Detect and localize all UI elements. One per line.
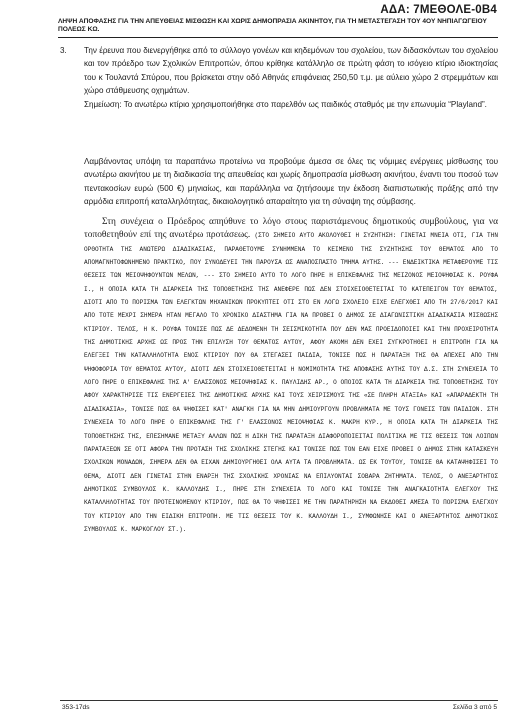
footer-divider [60, 700, 498, 701]
footer-code: 353-17ds [62, 704, 90, 711]
section-3-note: Σημείωση: Το ανωτέρω κτίριο χρησιμοποιήθηκε στο παρελθόν ως παιδικός σταθμός με την επωνυμία “Playland”. [84, 99, 487, 109]
proposal-paragraph: Λαμβάνοντας υπόψη τα παραπάνω προτείνω να προβούμε άμεσα σε όλες τις νόμιμες ενέργειες μίσθωσης του ανωτέρω ακινήτου με τη διαδικασία της απευθείας και χωρίς δημοπρασία μίσθωση ακινήτου, έναντι του ποσού των πεντακοσίων ευρώ (500 €) μηνιαίως, και παράλληλα να ζητήσουμε την έκδοση διαπιστωτικής πράξης από την αρμόδια επιτροπή καταλληλότητας, δικαιολογητικό απαραίτητο για τη σύναψη της σύμβασης. [84, 157, 498, 207]
discussion-intro: Στη συνέχεια ο Πρόεδρος απηύθυνε το λόγο στους παριστάμενους δημοτικούς συμβούλους, για να τοποθετηθούν επί της ανωτέρω προτάσεως. [84, 217, 498, 241]
discussion-paragraph [84, 216, 498, 536]
ada-code: ΑΔΑ: 7ΜΕΘΟΛΕ-0Β4 [380, 4, 497, 16]
discussion-body: (ΣΤΟ ΣΗΜΕΙΟ ΑΥΤΟ ΑΚΟΛΟΥΘΕΙ Η ΣΥΖΗΤΗΣΗ: ΓΙΝΕΤΑΙ ΜΝΕΙΑ ΟΤΙ, ΓΙΑ ΤΗΝ ΟΡΘΟΤΗΤΑ ΤΗΣ ΑΝΩΤΕΡΩ ΔΙΑΔΙΚΑΣΙΑΣ, ΠΑΡΑΘΕΤΟΥΜΕ ΣΥΝΗΜΜΕΝΑ ΤΟ ΚΕΙΜΕΝΟ ΤΗΣ ΣΥΖΗΤΗΣΗΣ ΤΟΥ ΘΕΜΑΤΟΣ ΑΠΟ ΤΟ ΑΠΟΜΑΓΝΗΤΟΦΩΝΗΜΕΝΟ ΠΡΑΚΤΙΚΟ, ΠΟΥ ΣΥΝΟΔΕΥΕΙ ΤΗΝ ΠΑΡΟΥΣΑ ΩΣ ΑΝΑΠΟΣΠΑΣΤΟ ΤΜΗΜΑ ΑΥΤΗΣ. --- ΕΝΔΕΙΚΤΙΚΑ ΜΕΤΑΦΕΡΟΥΜΕ ΤΙΣ ΘΕΣΕΙΣ ΤΩΝ ΜΕΙΟΨΗΦΟΥΝΤΩΝ ΜΕΛΩΝ, --- ΣΤΟ ΣΗΜΕΙΟ ΑΥΤΟ ΤΟ ΛΟΓΟ ΠΗΡΕ Η ΕΠΙΚΕΦΑΛΗΣ ΤΗΣ ΜΕΙΖΟΝΟΣ ΜΕΙΟΨΗΦΙΑΣ Κ. ΡΟΥΦΑ Ι., Η ΟΠΟΙΑ ΚΑΤΑ ΤΗ ΔΙΑΡΚΕΙΑ ΤΗΣ ΤΟΠΟΘΕΤΗΣΗΣ ΤΗΣ ΑΝΕΦΕΡΕ ΠΩΣ ΔΕΝ ΣΤΟΙΧΕΙΟΘΕΤΕΙΤΑΙ ΤΟ ΚΑΤΕΠΕΙΓΟΝ ΤΟΥ ΘΕΜΑΤΟΣ, ΔΙΟΤΙ ΑΠΟ ΤΟ ΠΟΡΙΣΜΑ ΤΩΝ ΕΛΕΓΚΤΩΝ ΜΗΧΑΝΙΚΩΝ ΠΡΟΚΥΠΤΕΙ ΟΤΙ ΣΤΟ ΕΝ ΛΟΓΩ ΣΧΟΛΕΙΟ ΕΙΧΕ ΕΛΕΓΧΘΕΙ ΑΠΟ ΤΗ 27/6/2017 ΚΑΙ ΑΠΟ ΤΟΤΕ ΜΕΧΡΙ ΣΗΜΕΡΑ ΗΤΑΝ ΜΕΓΑΛΟ ΤΟ ΧΡΟΝΙΚΟ ΔΙΑΣΤΗΜΑ ΓΙΑ ΝΑ ΠΡΟΒΕΙ Ο ΔΗΜΟΣ ΣΕ ΔΙΑΓΩΝΙΣΤΙΚΗ ΔΙΑΔΙΚΑΣΙΑ ΜΙΣΘΩΣΗΣ ΚΤΙΡΙΟΥ. ΤΕΛΟΣ, Η Κ. ΡΟΥΦΑ ΤΟΝΙΣΕ ΠΩΣ ΔΕ ΔΕΔΟΜΕΝΗ ΤΗ ΣΕΙΣΜΙΚΟΤΗΤΑ ΠΟΥ ΔΕΝ ΜΑΣ ΠΡΟΕΙΔΟΠΟΙΕΙ ΚΑΙ ΤΗΝ ΠΡΟΧΕΙΡΟΤΗΤΑ ΤΗΣ ΔΗΜΟΤΙΚΗΣ ΑΡΧΗΣ ΩΣ ΠΡΟΣ ΤΗΝ ΕΠΙΛΥΣΗ ΤΟΥ ΘΕΜΑΤΟΣ ΑΥΤΟΥ, ΑΦΟΥ ΑΚΟΜΗ ΔΕΝ ΕΧΕΙ ΣΥΓΚΡΟΤΗΘΕΙ Η ΕΠΙΤΡΟΠΗ ΓΙΑ ΝΑ ΕΛΕΓΞΕΙ ΤΗΝ ΚΑΤΑΛΛΗΛΟΤΗΤΑ ΕΝΟΣ ΚΤΙΡΙΟΥ ΠΟΥ ΘΑ ΣΤΕΓΑΣΕΙ ΠΑΙΔΙΑ, ΤΟΝΙΣΕ ΠΩΣ Η ΠΑΡΑΤΑΞΗ ΤΗΣ ΘΑ ΑΠΕΧΕΙ ΑΠΟ ΤΗΝ ΨΗΦΟΦΟΡΙΑ ΤΟΥ ΘΕΜΑΤΟΣ ΑΥΤΟΥ, ΔΙΟΤΙ ΔΕΝ ΣΤΟΙΧΕΙΟΘΕΤΕΙΤΑΙ Η ΝΟΜΙΜΟΤΗΤΑ ΤΗΣ ΑΠΟΦΑΣΗΣ ΑΥΤΗΣ ΤΟΥ Δ.Σ. ΣΤΗ ΣΥΝΕΧΕΙΑ ΤΟ ΛΟΓΟ ΠΗΡΕ Ο ΕΠΙΚΕΦΑΛΗΣ ΤΗΣ Α' ΕΛΑΣΣΟΝΟΣ ΜΕΙΟΨΗΦΙΑΣ Κ. ΠΑΥΛΙΔΗΣ ΑΡ., Ο ΟΠΟΙΟΣ ΚΑΤΑ ΤΗ ΔΙΑΡΚΕΙΑ ΤΗΣ ΤΟΠΟΘΕΤΗΣΗΣ ΤΟΥ ΑΦΟΥ ΧΑΡΑΚΤΗΡΙΣΕ ΤΙΣ ΕΝΕΡΓΕΙΕΣ ΤΗΣ ΔΗΜΟΤΙΚΗΣ ΑΡΧΗΣ ΚΑΙ ΤΟΥΣ ΧΕΙΡΙΣΜΟΥΣ ΤΗΣ «ΣΕ ΠΛΗΡΗ ΑΤΑΞΙΑ» ΚΑΙ «ΑΠΑΡΑΔΕΚΤΗ ΤΗ ΔΙΑΔΙΚΑΣΙΑ», ΤΟΝΙΣΕ ΠΩΣ ΘΑ ΨΗΦΙΣΕΙ ΚΑΤ' ΑΝΑΓΚΗ ΓΙΑ ΝΑ ΜΗΝ ΔΗΜΙΟΥΡΓΟΥΝ ΠΡΟΒΛΗΜΑΤΑ ΜΕ ΤΟΥΣ ΓΟΝΕΙΣ ΤΩΝ ΠΑΙΔΙΩΝ. ΣΤΗ ΣΥΝΕΧΕΙΑ ΤΟ ΛΟΓΟ ΠΗΡΕ Ο ΕΠΙΚΕΦΑΛΗΣ ΤΗΣ Γ' ΕΛΑΣΣΟΝΟΣ ΜΕΙΟΨΗΦΙΑΣ Κ. ΜΑΚΡΗ ΚΥΡ., Η ΟΠΟΙΑ ΚΑΤΑ ΤΗ ΔΙΑΡΚΕΙΑ ΤΗΣ ΤΟΠΟΘΕΤΗΣΗΣ ΤΗΣ, ΕΠΕΣΗΜΑΝΕ ΜΕΤΑΞΥ ΑΛΛΩΝ ΠΩΣ Η ΔΙΚΗ ΤΗΣ ΠΑΡΑΤΑΞΗ ΔΙΑΦΟΡΟΠΟΙΕΙΤΑΙ ΠΟΛΙΤΙΚΑ ΜΕ ΤΙΣ ΘΕΣΕΙΣ ΤΩΝ ΛΟΙΠΩΝ ΠΑΡΑΤΑΞΕΩΝ ΣΕ ΟΤΙ ΑΦΟΡΑ ΤΗΝ ΠΡΟΤΑΣΗ ΤΗΣ ΣΧΟΛΙΚΗΣ ΣΤΕΓΗΣ ΚΑΙ ΤΟΝΙΣΕ ΠΩΣ ΤΟΝ ΕΑΝ ΕΙΧΕ ΠΡΟΒΕΙ Ο ΔΗΜΟΣ ΣΤΗΝ ΚΑΤΑΣΚΕΥΗ ΣΧΟΛΙΚΩΝ ΜΟΝΑΔΩΝ, ΣΗΜΕΡΑ ΔΕΝ ΘΑ ΕΙΧΑΝ ΔΗΜΙΟΥΡΓΗΘΕΙ ΟΛΑ ΑΥΤΑ ΤΑ ΠΡΟΒΛΗΜΑΤΑ. ΩΣ ΕΚ ΤΟΥΤΟΥ, ΤΟΝΙΣΕ ΘΑ ΚΑΤΑΨΗΦΙΣΕΙ ΤΟ ΘΕΜΑ, ΔΙΟΤΙ ΔΕΝ ΓΙΝΕΤΑΙ ΣΤΗΝ ΕΝΑΡΞΗ ΤΗΣ ΣΧΟΛΙΚΗΣ ΧΡΟΝΙΑΣ ΝΑ ΕΠΙΛΥΟΝΤΑΙ ΣΟΒΑΡΑ ΖΗΤΗΜΑΤΑ. ΤΕΛΟΣ, Ο ΑΝΕΞΑΡΤΗΤΟΣ ΔΗΜΟΤΙΚΟΣ ΣΥΜΒΟΥΛΟΣ Κ. ΚΑΛΛΟΥΔΗΣ Ι., ΠΗΡΕ ΣΤΗ ΣΥΝΕΧΕΙΑ ΤΟ ΛΟΓΟ ΚΑΙ ΤΟΝΙΣΕ ΤΗΝ ΑΝΑΓΚΑΙΟΤΗΤΑ ΕΛΕΓΧΟΥ ΤΗΣ ΚΑΤΑΛΛΗΛΟΤΗΤΑΣ ΤΟΥ ΠΡΟΤΕΙΝΟΜΕΝΟΥ ΚΤΙΡΙΟΥ, ΠΩΣ ΘΑ ΤΟ ΨΗΦΙΣΕΙ ΜΕ ΤΗΝ ΠΑΡΑΤΗΡΗΣΗ ΝΑ ΕΚΔΟΘΕΙ ΑΜΕΣΑ ΤΟ ΠΟΡΙΣΜΑ ΕΛΕΓΧΟΥ ΤΟΥ ΚΤΙΡΙΟΥ ΑΠΟ ΤΗΝ ΕΙΔΙΚΗ ΕΠΙΤΡΟΠΗ. ΜΕ ΤΙΣ ΘΕΣΕΙΣ ΤΟΥ Κ. ΚΑΛΛΟΥΔΗ Ι., ΣΥΜΦΩΝΗΣΕ ΚΑΙ Ο ΑΝΕΞΑΡΤΗΤΟΣ ΔΗΜΟΤΙΚΟΣ ΣΥΜΒΟΥΛΟΣ Κ. ΜΑΡΚΟΓΛΟΥ ΣΤ.). [84, 232, 498, 533]
section-number: 3. [60, 46, 67, 55]
section-3 [60, 44, 498, 111]
section-3-body [84, 44, 498, 111]
page-number: Σελίδα 3 από 5 [452, 704, 497, 711]
document-header: ΛΗΨΗ ΑΠΟΦΑΣΗΣ ΓΙΑ ΤΗΝ ΑΠΕΥΘΕΙΑΣ ΜΙΣΘΩΣΗ ΚΑΙ ΧΩΡΙΣ ΔΗΜΟΠΡΑΣΙΑ ΑΚΙΝΗΤΟΥ, ΓΙΑ ΤΗ ΜΕΤΑΣΤΕΓΑΣΗ ΤΟΥ 4ΟΥ ΝΗΠΙΑΓΩΓΕΙΟΥ ΠΟΛΕΩΣ ΚΩ. [58, 18, 498, 38]
section-3-text: Την έρευνα που διενεργήθηκε από το σύλλογο γονέων και κηδεμόνων του σχολείου, των διδασκόντων του σχολείου και τον πρόεδρο των Σχολικών Επιτροπών, όπου κρίθηκε κατάλληλο σε πρώτη φάση το ισόγειο κτίριο ιδιοκτησίας του κ Τουλαντά Σπύρου, που βρίσκεται στην οδό Αθηνάς επιφάνειας 250,50 τ.μ. με αύλειο χώρο 2 στρεμμάτων και χώρο στάθμευσης οχημάτων. [84, 46, 498, 96]
